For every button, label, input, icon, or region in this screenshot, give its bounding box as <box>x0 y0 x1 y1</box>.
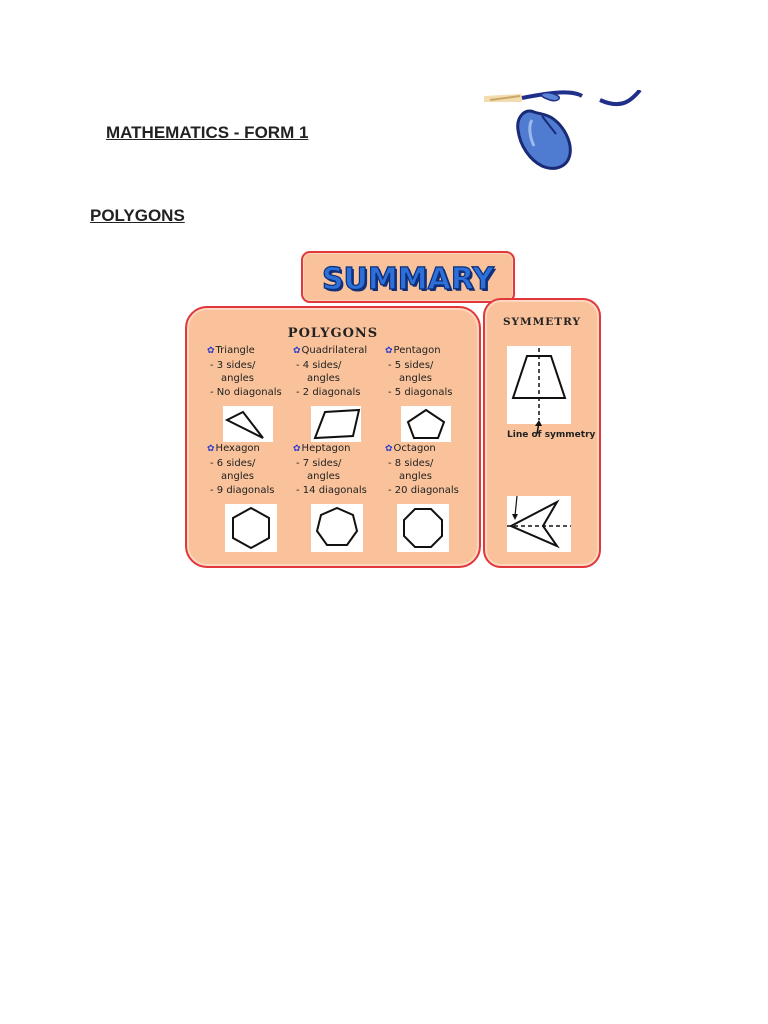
polygon-hexagon <box>207 442 299 497</box>
polygon-diagonals: - 14 diagonals <box>296 484 367 496</box>
polygon-pentagon <box>385 344 477 399</box>
section-title: POLYGONS <box>90 206 185 225</box>
polygon-diagonals: - 2 diagonals <box>296 386 361 398</box>
flower-bullet-icon: ✿ <box>207 346 215 356</box>
polygon-diagonals: - No diagonals <box>210 386 282 398</box>
hexagon-icon <box>225 504 277 552</box>
polygon-angles: angles <box>221 373 254 384</box>
polygons-panel-title: POLYGONS <box>287 326 379 341</box>
polygon-name: Octagon <box>393 443 436 454</box>
flower-bullet-icon: ✿ <box>385 346 393 356</box>
polygon-octagon <box>385 442 477 497</box>
polygon-angles: angles <box>399 471 432 482</box>
flower-bullet-icon: ✿ <box>207 444 215 454</box>
summary-title: SUMMARY <box>321 262 495 297</box>
symmetry-panel-title: SYMMETRY <box>502 316 582 328</box>
polygon-sides: - 6 sides/ <box>210 457 256 469</box>
polygon-angles: angles <box>307 471 340 482</box>
polygon-sides: - 7 sides/ <box>296 457 342 469</box>
triangle-icon <box>223 406 273 442</box>
polygon-name: Pentagon <box>393 345 441 356</box>
polygon-quadrilateral <box>293 344 385 399</box>
polygon-sides: - 3 sides/ <box>210 359 256 371</box>
polygon-angles: angles <box>399 373 432 384</box>
polygons-panel <box>185 306 481 568</box>
polygon-name: Quadrilateral <box>301 345 368 356</box>
symmetry-panel <box>483 298 601 568</box>
trapezoid-symmetry-icon <box>507 346 571 424</box>
flower-bullet-icon: ✿ <box>293 444 301 454</box>
polygon-heptagon <box>293 442 385 497</box>
polygon-triangle <box>207 344 299 399</box>
polygon-sides: - 5 sides/ <box>388 359 434 371</box>
arrowhead-symmetry-icon <box>507 496 571 552</box>
flower-bullet-icon: ✿ <box>385 444 393 454</box>
polygon-sides: - 4 sides/ <box>296 359 342 371</box>
polygon-name: Triangle <box>215 345 255 356</box>
polygon-diagonals: - 9 diagonals <box>210 484 275 496</box>
pentagon-icon <box>401 406 451 442</box>
flower-bullet-icon: ✿ <box>293 346 301 356</box>
polygon-angles: angles <box>307 373 340 384</box>
octagon-icon <box>397 504 449 552</box>
polygon-diagonals: - 20 diagonals <box>388 484 459 496</box>
heptagon-icon <box>311 504 363 552</box>
polygon-name: Hexagon <box>215 443 260 454</box>
quadrilateral-icon <box>311 406 361 442</box>
polygon-name: Heptagon <box>301 443 351 454</box>
polygons-summary-graphic <box>185 248 605 570</box>
summary-title-box <box>301 251 515 303</box>
computer-mouse-icon <box>482 90 652 180</box>
polygon-angles: angles <box>221 471 254 482</box>
polygon-sides: - 8 sides/ <box>388 457 434 469</box>
line-of-symmetry-label: Line of symmetry <box>507 430 596 440</box>
document-title: MATHEMATICS - FORM 1 <box>106 123 309 142</box>
polygon-diagonals: - 5 diagonals <box>388 386 453 398</box>
